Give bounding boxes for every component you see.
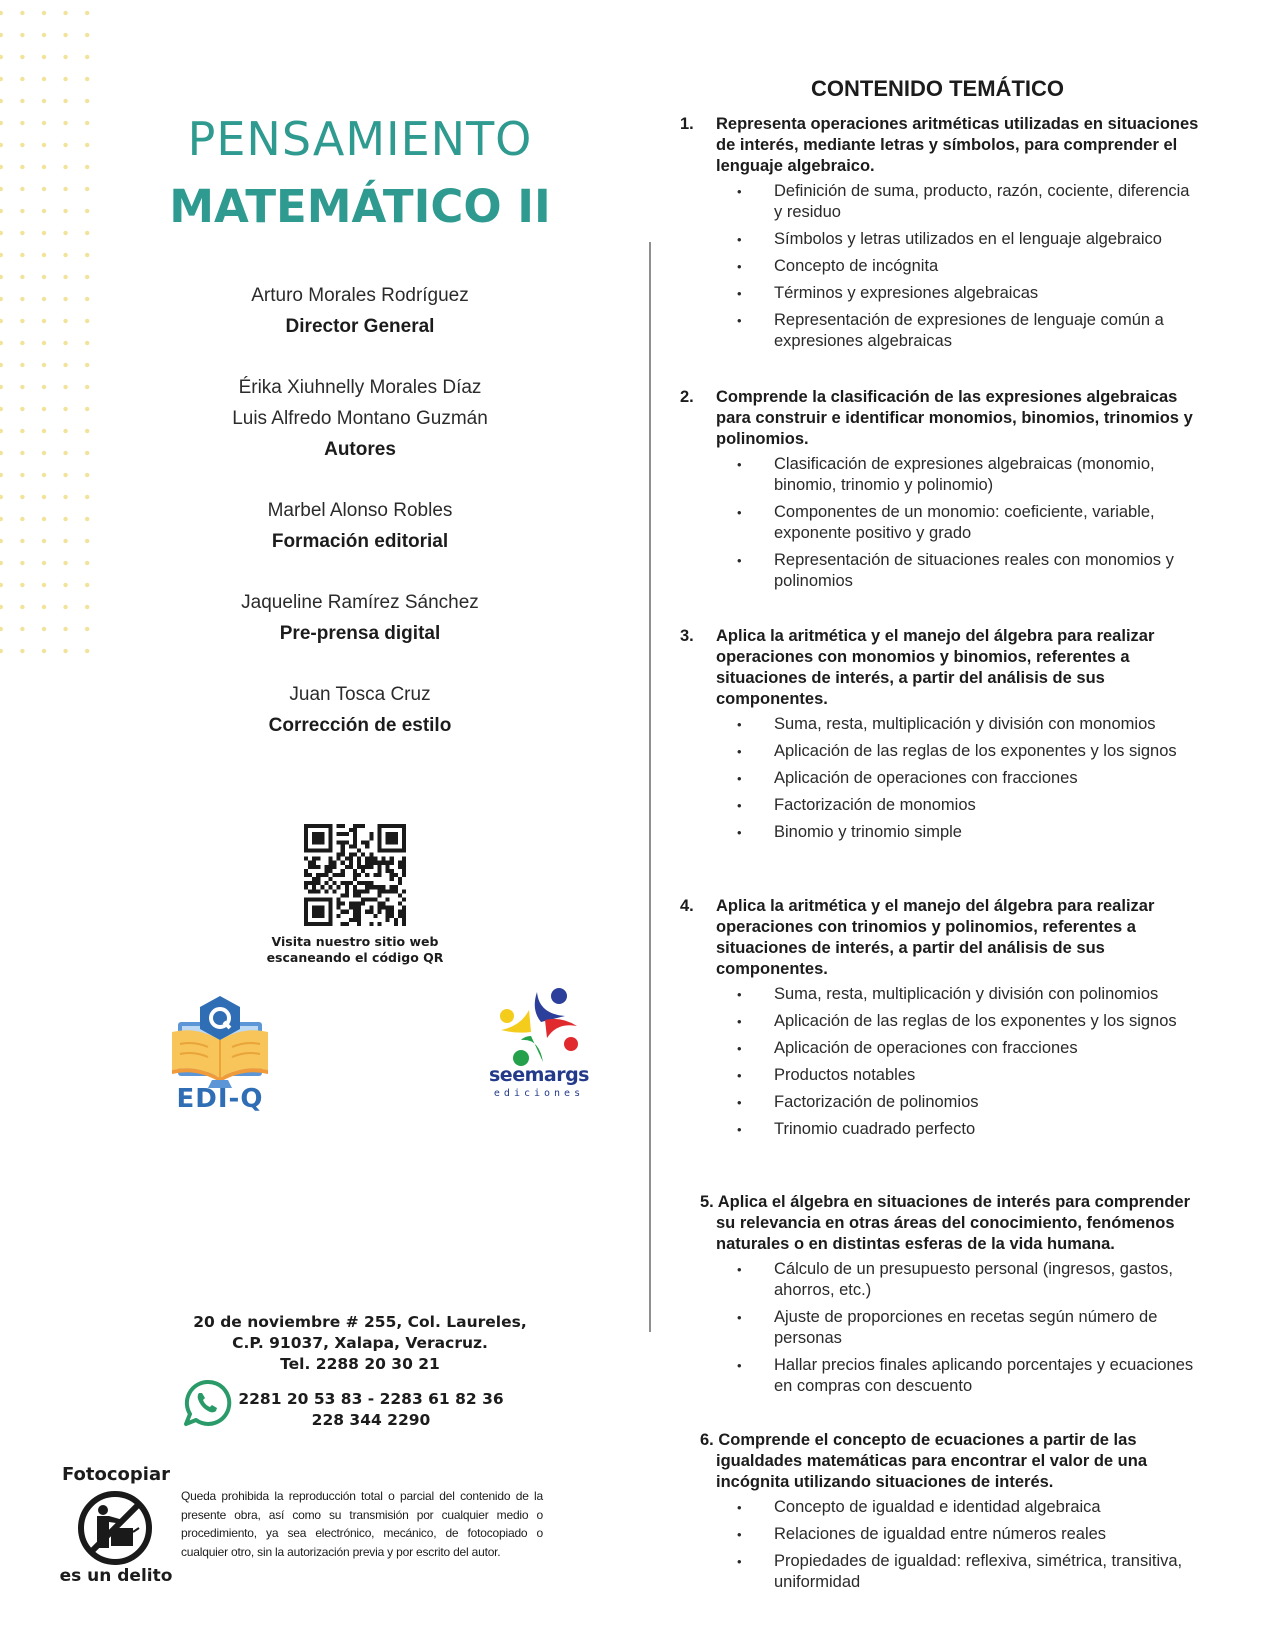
list-item-text: Representación de expresiones de lenguaje común a expresiones algebraicas [774,311,1164,350]
section-title-text: Aplica la aritmética y el manejo del álgebra para realizar operaciones con monomios y binomios, referentes a situaciones de interés, a partir del análisis de sus componentes. [716,627,1155,708]
section-number: 6. [700,1431,714,1449]
content-section [680,626,1200,849]
list-item-text: Clasificación de expresiones algebraicas (monomio, binomio, trinomio y polinomio) [774,455,1155,494]
section-title [680,387,1200,450]
content-section [680,896,1200,1146]
list-item-text: Suma, resta, multiplicación y división con polinomios [774,985,1159,1003]
credit-group [150,495,570,557]
section-title-text: Aplica el álgebra en situaciones de interés para comprender su relevancia en otras áreas del conocimiento, fenómenos naturales o en distintas esferas de la vida humana. [716,1193,1191,1253]
section-title [680,896,1200,980]
credits-block [150,280,570,741]
no-photocopy-icon [75,1488,155,1568]
list-item: • Representación de expresiones de lenguaje común a expresiones algebraicas [737,311,1164,350]
list-item-text: Binomio y trinomio simple [774,823,962,841]
list-item: • Relaciones de igualdad entre números reales [737,1525,1107,1543]
whatsapp-numbers [236,1389,506,1431]
publisher-address [175,1312,545,1375]
list-item: • Ajuste de proporciones en recetas según número de personas [737,1308,1158,1347]
credit-group [150,280,570,342]
content-section [680,387,1200,598]
section-number: 1. [680,115,694,133]
list-item: • Componentes de un monomio: coeficiente, variable, exponente positivo y grado [737,503,1155,542]
list-item: • Binomio y trinomio simple [737,823,962,841]
list-item-text: Productos notables [774,1066,916,1084]
list-item-text: Factorización de monomios [774,796,976,814]
section-number: 5. [700,1193,714,1211]
credit-name: Luis Alfredo Montano Guzmán [232,408,488,429]
credit-group [150,679,570,741]
list-item: • Clasificación de expresiones algebraicas (monomio, binomio, trinomio y polinomio) [737,455,1155,494]
section-title-text: Representa operaciones aritméticas utilizadas en situaciones de interés, mediante letras y símbolos, para comprender el lenguaje algebraico. [716,115,1199,175]
credit-name: Jaqueline Ramírez Sánchez [241,592,479,613]
list-item: • Representación de situaciones reales con monomios y polinomios [737,551,1174,590]
decorative-dot-pattern [0,0,100,670]
list-item: • Hallar precios finales aplicando porcentajes y ecuaciones en compras con descuento [737,1356,1194,1395]
list-item: • Trinomio cuadrado perfecto [737,1120,976,1138]
list-item-text: Trinomio cuadrado perfecto [774,1120,976,1138]
list-item-text: Suma, resta, multiplicación y división con monomios [774,715,1156,733]
credit-role: Autores [324,439,396,460]
content-section [680,114,1200,358]
list-item: • Factorización de polinomios [737,1093,979,1111]
list-item: • Suma, resta, multiplicación y división con polinomios [737,985,1159,1003]
credit-role: Pre-prensa digital [279,623,441,644]
list-item-text: Aplicación de las reglas de los exponentes y los signos [774,742,1177,760]
section-title [680,1192,1200,1255]
list-item: • Aplicación de las reglas de los exponentes y los signos [737,742,1177,760]
address-line2: C.P. 91037, Xalapa, Veracruz. [232,1334,488,1352]
list-item-text: Hallar precios finales aplicando porcentajes y ecuaciones en compras con descuento [774,1356,1194,1395]
credit-group [150,372,570,465]
whatsapp-line2: 228 344 2290 [311,1411,431,1429]
address-line1: 20 de noviembre # 255, Col. Laureles, [193,1313,527,1331]
list-item-text: Aplicación de operaciones con fracciones [774,1039,1078,1057]
list-item-text: Aplicación de operaciones con fracciones [774,769,1078,787]
section-number: 2. [680,388,694,406]
list-item-text: Factorización de polinomios [774,1093,979,1111]
list-item: • Productos notables [737,1066,916,1084]
section-title-text: Aplica la aritmética y el manejo del álgebra para realizar operaciones con trinomios y polinomios, referentes a situaciones de interés, a partir del análisis de sus componentes. [716,897,1155,978]
list-item-text: Propiedades de igualdad: reflexiva, simétrica, transitiva, uniformidad [774,1552,1183,1591]
column-divider [649,242,651,1332]
section-title-text: Comprende el concepto de ecuaciones a partir de las igualdades matemáticas para encontrar el valor de una incógnita utilizando situaciones de interés. [716,1431,1147,1491]
list-item-text: Términos y expresiones algebraicas [774,284,1039,302]
list-item-text: Componentes de un monomio: coeficiente, variable, exponente positivo y grado [774,503,1155,542]
list-item-text: Concepto de igualdad e identidad algebraica [774,1498,1101,1516]
list-item: • Aplicación de operaciones con fracciones [737,769,1078,787]
section-number: 3. [680,627,694,645]
list-item: • Aplicación de las reglas de los exponentes y los signos [737,1012,1177,1030]
whatsapp-icon [182,1378,232,1428]
list-item: • Símbolos y letras utilizados en el lenguaje algebraico [737,230,1162,248]
credit-name: Érika Xiuhnelly Morales Díaz [238,377,482,398]
photocopy-warning-top: Fotocopiar [61,1464,171,1485]
list-item-text: Aplicación de las reglas de los exponentes y los signos [774,1012,1177,1030]
list-item-text: Cálculo de un presupuesto personal (ingresos, gastos, ahorros, etc.) [774,1260,1173,1299]
list-item: • Concepto de incógnita [737,257,939,275]
legal-notice: Queda prohibida la reproducción total o parcial del contenido de la presente obra, así como su transmisión por cualquier medio o procedimiento, ya sea electrónico, mecánico, de fotocopiado o cualquier otro, sin la autorización previa y por escrito del autor. [181,1489,543,1559]
section-title [680,114,1200,177]
content-section [680,1192,1200,1403]
list-item-text: Representación de situaciones reales con monomios y polinomios [774,551,1174,590]
seemargs-logo-subtext: ediciones [493,1088,585,1099]
credit-group [150,587,570,649]
photocopy-warning-bottom: es un delito [59,1566,173,1586]
credit-name: Marbel Alonso Robles [267,500,453,521]
credit-name: Arturo Morales Rodríguez [251,285,469,306]
section-title [680,1430,1200,1493]
list-item: • Términos y expresiones algebraicas [737,284,1039,302]
content-heading: CONTENIDO TEMÁTICO [811,76,1064,101]
list-item: • Factorización de monomios [737,796,976,814]
list-item: • Suma, resta, multiplicación y división con monomios [737,715,1156,733]
telephone: Tel. 2288 20 30 21 [280,1355,440,1373]
content-section [680,1430,1200,1599]
list-item: • Cálculo de un presupuesto personal (ingresos, gastos, ahorros, etc.) [737,1260,1173,1299]
list-item: • Concepto de igualdad e identidad algebraica [737,1498,1101,1516]
qr-code-icon[interactable] [304,824,406,926]
book-title-line2: MATEMÁTICO II [169,180,551,233]
qr-caption-line1: Visita nuestro sitio web [271,934,439,949]
credit-name: Juan Tosca Cruz [289,684,431,705]
credit-role: Corrección de estilo [268,715,452,736]
seemargs-logo-text: seemargs [489,1064,589,1086]
list-item-text: Definición de suma, producto, razón, cociente, diferencia y residuo [774,182,1190,221]
qr-caption-line2: escaneando el código QR [266,950,444,965]
list-item: • Definición de suma, producto, razón, cociente, diferencia y residuo [737,182,1190,221]
section-title [680,626,1200,710]
list-item-text: Relaciones de igualdad entre números reales [774,1525,1107,1543]
list-item-text: Concepto de incógnita [774,257,939,275]
book-title-line1: PENSAMIENTO [187,112,533,166]
credit-role: Director General [285,316,435,337]
list-item-text: Ajuste de proporciones en recetas según número de personas [774,1308,1158,1347]
section-title-text: Comprende la clasificación de las expresiones algebraicas para construir e identificar monomios, binomios, trinomios y polinomios. [716,388,1193,448]
list-item: • Propiedades de igualdad: reflexiva, simétrica, transitiva, uniformidad [737,1552,1183,1591]
seemargs-logo-icon [495,986,583,1070]
whatsapp-line1: 2281 20 53 83 - 2283 61 82 36 [238,1390,504,1408]
list-item-text: Símbolos y letras utilizados en el lenguaje algebraico [774,230,1162,248]
credit-role: Formación editorial [271,531,449,552]
qr-caption [230,934,480,966]
list-item: • Aplicación de operaciones con fracciones [737,1039,1078,1057]
section-number: 4. [680,897,694,915]
ediq-logo-text: EDI-Q [176,1084,264,1114]
